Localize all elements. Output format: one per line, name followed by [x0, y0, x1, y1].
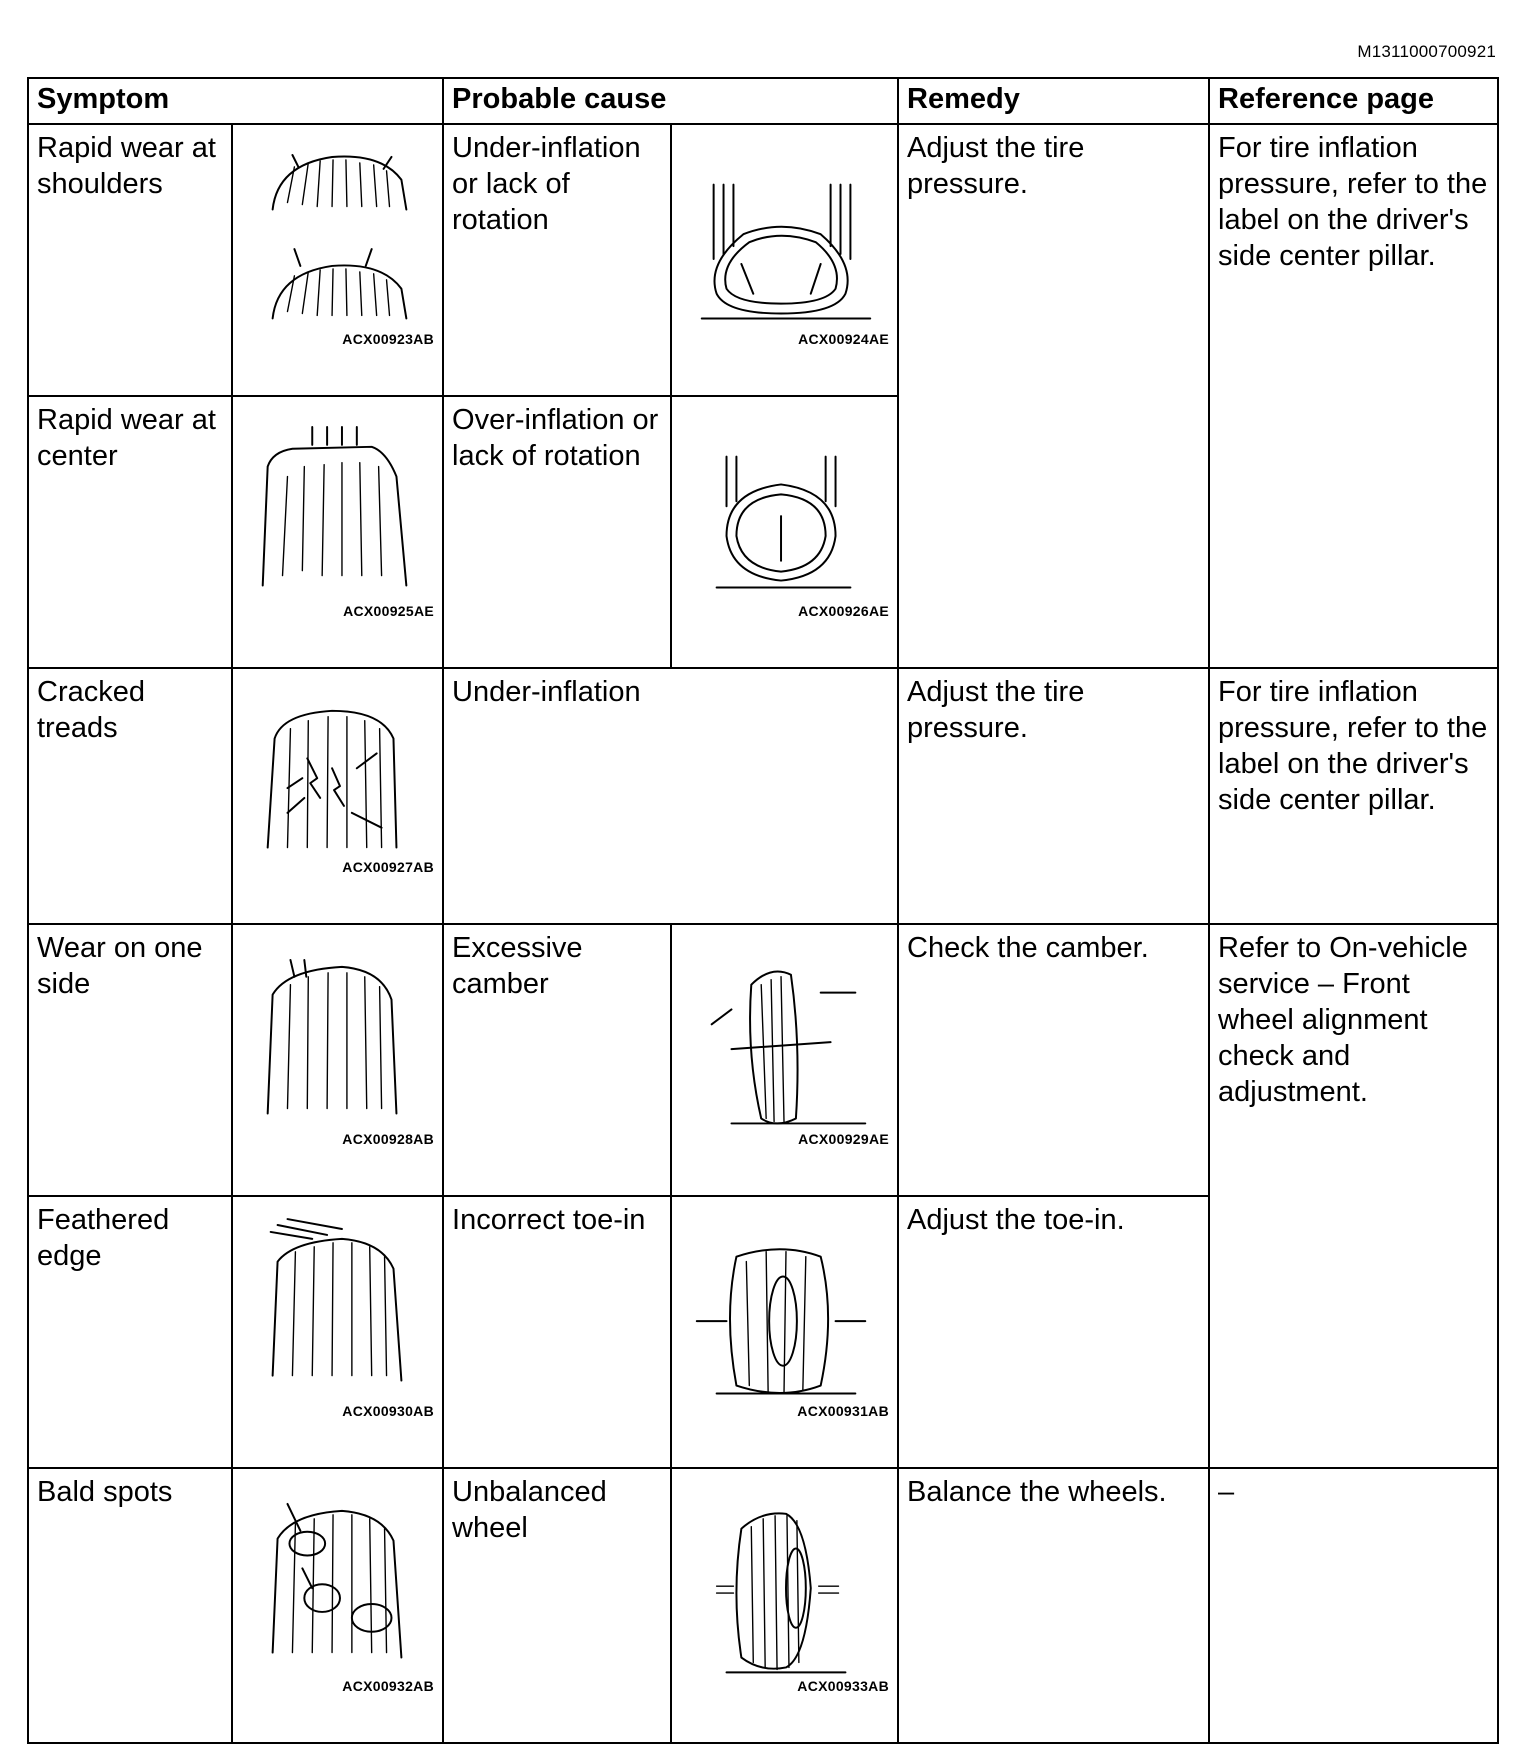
- cause-figure: [671, 124, 898, 396]
- cause-figure: [671, 924, 898, 1196]
- symptom-figure: [232, 396, 443, 668]
- cause-cell: Over-inflation or lack of rotation: [443, 396, 671, 668]
- document-id: M1311000700921: [1357, 42, 1496, 61]
- symptom-cell: Feathered edge: [28, 1196, 232, 1468]
- symptom-figure: [232, 1196, 443, 1468]
- table-row: [28, 1468, 1498, 1743]
- cause-figure: [671, 1468, 898, 1743]
- cause-cell: Incorrect toe-in: [443, 1196, 671, 1468]
- figure-code: ACX00928AB: [342, 1131, 435, 1147]
- symptom-cell: Cracked treads: [28, 668, 232, 924]
- header-reference-page: Reference page: [1209, 78, 1498, 124]
- cause-cell: Excessive camber: [443, 924, 671, 1196]
- tire-wear-table: [27, 77, 1499, 1744]
- remedy-cell: Adjust the toe-in.: [898, 1196, 1209, 1468]
- remedy-cell: Balance the wheels.: [898, 1468, 1209, 1743]
- figure-code: ACX00926AE: [798, 603, 890, 619]
- reference-cell: For tire inflation pressure, refer to the label on the driver's side center pillar.: [1209, 668, 1498, 924]
- symptom-cell: Rapid wear at center: [28, 396, 232, 668]
- cause-cell: Under-inflation or lack of rotation: [443, 124, 671, 396]
- cause-figure: [671, 1196, 898, 1468]
- figure-code: ACX00932AB: [342, 1678, 435, 1694]
- remedy-cell: Adjust the tire pressure.: [898, 668, 1209, 924]
- figure-code: ACX00924AE: [798, 331, 890, 347]
- figure-code: ACX00923AB: [342, 331, 435, 347]
- remedy-cell: Check the camber.: [898, 924, 1209, 1196]
- symptom-cell: Bald spots: [28, 1468, 232, 1743]
- symptom-figure: [232, 924, 443, 1196]
- reference-cell: Refer to On-vehicle service – Front wheel alignment check and adjustment.: [1209, 924, 1498, 1468]
- figure-code: ACX00930AB: [342, 1403, 435, 1419]
- cause-figure: [671, 396, 898, 668]
- remedy-cell: Adjust the tire pressure.: [898, 124, 1209, 668]
- header-row: [28, 78, 1498, 124]
- reference-cell: For tire inflation pressure, refer to the label on the driver's side center pillar.: [1209, 124, 1498, 668]
- header-remedy: Remedy: [898, 78, 1209, 124]
- symptom-figure: [232, 124, 443, 396]
- figure-code: ACX00925AE: [343, 603, 435, 619]
- table-row: [28, 124, 1498, 396]
- figure-code: ACX00933AB: [797, 1678, 890, 1694]
- reference-cell: –: [1209, 1468, 1498, 1743]
- cause-cell: Unbalanced wheel: [443, 1468, 671, 1743]
- header-probable-cause: Probable cause: [443, 78, 898, 124]
- figure-code: ACX00929AE: [798, 1131, 890, 1147]
- table-row: [28, 668, 1498, 924]
- cause-cell: Under-inflation: [443, 668, 898, 924]
- symptom-cell: Wear on one side: [28, 924, 232, 1196]
- figure-code: ACX00927AB: [342, 859, 435, 875]
- symptom-figure: [232, 1468, 443, 1743]
- header-symptom: Symptom: [28, 78, 443, 124]
- symptom-cell: Rapid wear at shoulders: [28, 124, 232, 396]
- table-row: [28, 924, 1498, 1196]
- figure-code: ACX00931AB: [797, 1403, 890, 1419]
- symptom-figure: [232, 668, 443, 924]
